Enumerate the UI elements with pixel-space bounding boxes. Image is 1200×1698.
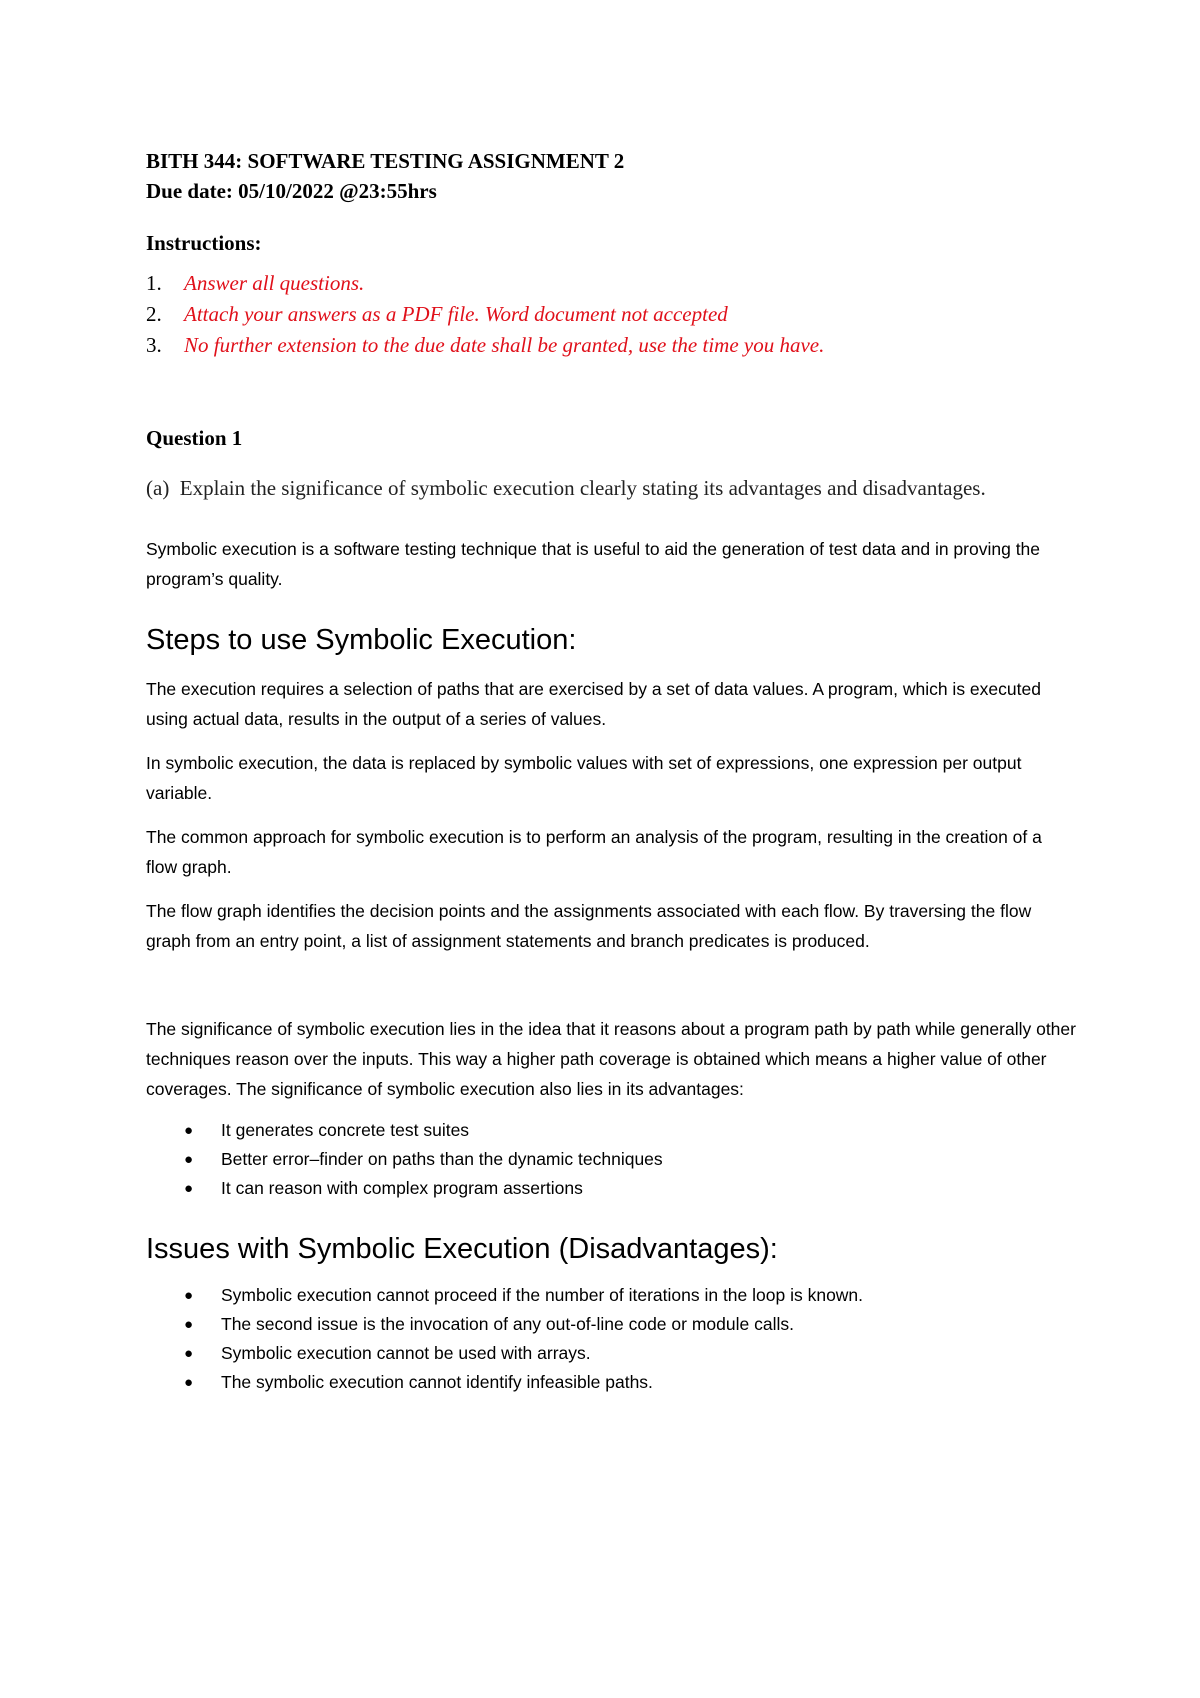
bullet-icon: ● <box>184 1345 194 1362</box>
steps-heading: Steps to use Symbolic Execution: <box>146 624 577 656</box>
bullet-icon: ● <box>184 1316 194 1333</box>
intro-paragraph: Symbolic execution is a software testing technique that is useful to aid the generation of test data and in proving the program’s quality. <box>146 539 1041 589</box>
list-item-text: It can reason with complex program assertions <box>221 1178 583 1198</box>
instruction-number: 3. <box>146 333 162 357</box>
instruction-item <box>146 268 1076 299</box>
list-item <box>184 1310 1076 1339</box>
question-1-heading: Question 1 <box>146 426 243 450</box>
list-item-text: It generates concrete test suites <box>221 1120 470 1140</box>
question-1a-text: (a) Explain the significance of symbolic execution clearly stating its advantages and disadvantages. <box>146 476 986 500</box>
instructions-list <box>146 268 1076 361</box>
significance-paragraph: The significance of symbolic execution lies in the idea that it reasons about a program path by path while generally other techniques reason over the inputs. This way a higher path coverage is obtained which means a higher value of other coverages. The significance of symbolic execution also lies in its advantages: <box>146 1019 1076 1099</box>
list-item <box>184 1145 1076 1174</box>
steps-paragraph: In symbolic execution, the data is replaced by symbolic values with set of expressions, one expression per output variable. <box>146 753 1022 803</box>
steps-paragraph: The execution requires a selection of paths that are exercised by a set of data values. A program, which is executed using actual data, results in the output of a series of values. <box>146 679 1041 729</box>
bullet-icon: ● <box>184 1151 194 1168</box>
instructions-heading: Instructions: <box>146 231 262 255</box>
instruction-item <box>146 299 1076 330</box>
disadvantages-list <box>146 1281 1076 1397</box>
list-item-text: Symbolic execution cannot be used with arrays. <box>221 1343 591 1363</box>
instruction-text: No further extension to the due date shall be granted, use the time you have. <box>184 333 825 357</box>
list-item <box>184 1368 1076 1397</box>
advantages-list <box>146 1116 1076 1203</box>
list-item <box>184 1281 1076 1310</box>
steps-paragraph: The flow graph identifies the decision points and the assignments associated with each flow. By traversing the flow graph from an entry point, a list of assignment statements and branch predicates is produced. <box>146 901 1032 951</box>
list-item-text: Better error–finder on paths than the dynamic techniques <box>221 1149 663 1169</box>
steps-paragraph: The common approach for symbolic execution is to perform an analysis of the program, resulting in the creation of a flow graph. <box>146 827 1042 877</box>
list-item <box>184 1174 1076 1203</box>
bullet-icon: ● <box>184 1180 194 1197</box>
list-item-text: The symbolic execution cannot identify infeasible paths. <box>221 1372 653 1392</box>
due-date: Due date: 05/10/2022 @23:55hrs <box>146 179 437 203</box>
instruction-item <box>146 330 1076 361</box>
blank-line <box>146 956 1076 1000</box>
bullet-icon: ● <box>184 1374 194 1391</box>
list-item-text: Symbolic execution cannot proceed if the number of iterations in the loop is known. <box>221 1285 864 1305</box>
document-title: BITH 344: SOFTWARE TESTING ASSIGNMENT 2 <box>146 149 625 173</box>
list-item-text: The second issue is the invocation of any out-of-line code or module calls. <box>221 1314 794 1334</box>
bullet-icon: ● <box>184 1287 194 1304</box>
document-page <box>146 146 1076 1397</box>
instruction-text: Attach your answers as a PDF file. Word document not accepted <box>184 302 728 326</box>
list-item <box>184 1339 1076 1368</box>
instruction-number: 2. <box>146 302 162 326</box>
instruction-text: Answer all questions. <box>184 271 365 295</box>
issues-heading: Issues with Symbolic Execution (Disadvantages): <box>146 1233 778 1265</box>
instruction-number: 1. <box>146 271 162 295</box>
list-item <box>184 1116 1076 1145</box>
bullet-icon: ● <box>184 1122 194 1139</box>
